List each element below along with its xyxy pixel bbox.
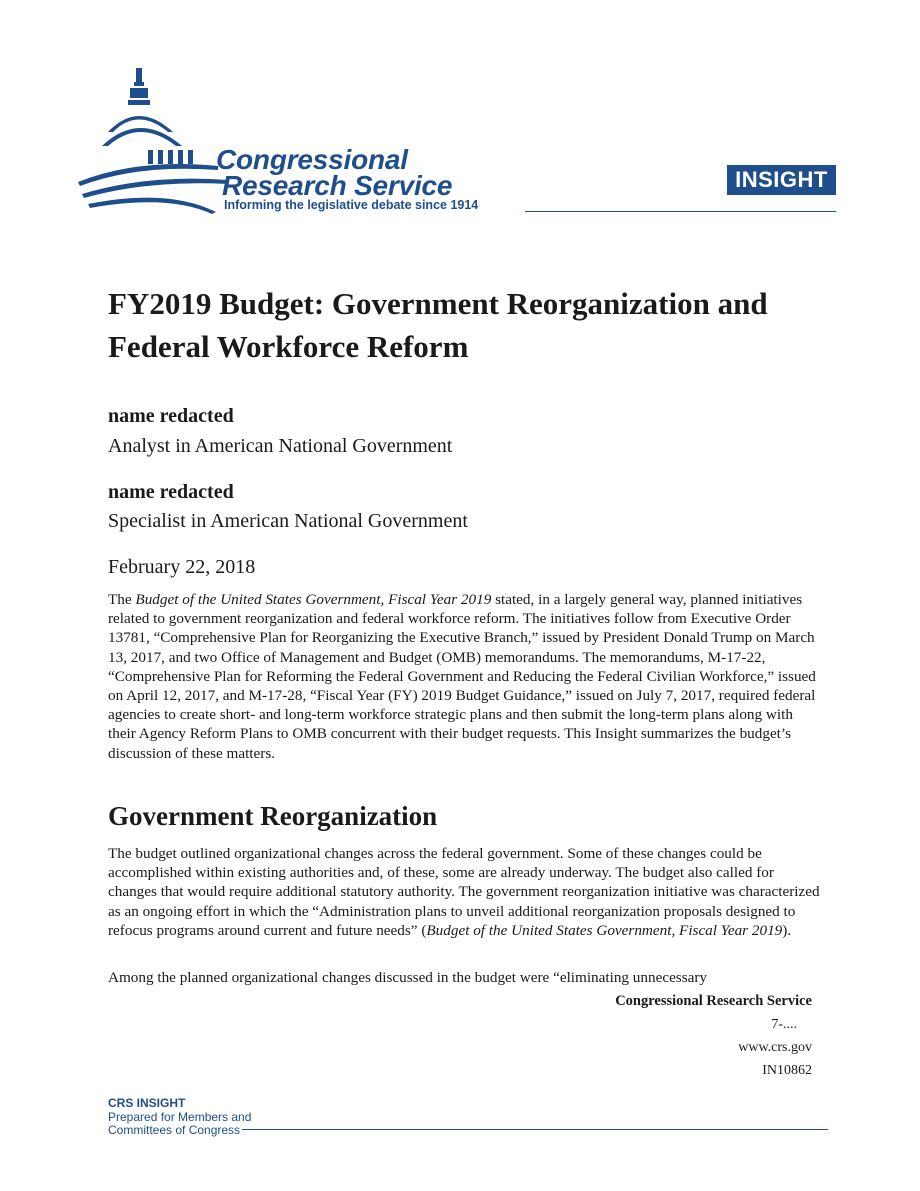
crs-logo [78,62,548,227]
prepared-for-line1: Prepared for Members and [108,1110,252,1124]
section-paragraph: Among the planned organizational changes discussed in the budget were “eliminating unnecessary [108,969,708,986]
budget-citation: Budget of the United States Government, Fiscal Year 2019 [426,921,783,939]
author-name: name redacted [108,405,234,427]
section-heading: Government Reorganization [108,801,438,831]
prepared-for-line2: Committees of Congress [108,1123,241,1137]
author-role: Analyst in American National Government [108,435,453,457]
section-body: The budget outlined organizational changes across the federal government. Some of these changes could be accomplished within existing authorities and, of these, some are already underway. The budget also called for changes that would require additional statutory authority. The government reorganization initiative was characterized as an ongoing effort in which the “Administration plans to unveil additional reorganization proposals designed to refocus programs around current and future needs” ( [108,845,820,939]
page-title: FY2019 Budget: Government Reorganization and Federal Workforce Reform [108,286,768,364]
crs-insight-label: CRS INSIGHT [108,1096,186,1110]
intro-lead: The [108,591,136,608]
footer-rule [242,1129,828,1130]
footer-url[interactable]: www.crs.gov [738,1040,812,1055]
publication-date: February 22, 2018 [108,556,256,578]
author-name: name redacted [108,481,234,503]
budget-title-citation: Budget of the United States Government, Fiscal Year 2019 [135,591,492,608]
org-tagline: Informing the legislative debate since 1914 [224,198,479,212]
intro-paragraph [108,590,820,763]
footer-report-id: IN10862 [762,1063,812,1078]
footer-org: Congressional Research Service [615,993,812,1009]
author-role: Specialist in American National Government [108,510,468,532]
intro-body: stated, in a largely general way, planned initiatives related to government reorganization and federal workforce reform. The initiatives follow from Executive Order 13781, “Comprehensive Plan for Reorganizing the Executive Branch,” issued by President Donald Trump on March 13, 2017, and two Office of Management and Budget (OMB) memorandums. The memorandums, M-17-22, “Comprehensive Plan for Reforming the Federal Government and Reducing the Federal Civilian Workforce,” issued on April 12, 2017, and M-17-28, “Fiscal Year (FY) 2019 Budget Guidance,” issued on July 7, 2017, required federal agencies to create short- and long-term workforce strategic plans and then submit the long-term plans along with their Agency Reform Plans to OMB concurrent with their budget requests. This Insight summarizes the budget’s discussion of these matters. [108,591,816,762]
section-paragraph [108,844,820,940]
org-name-line1: Congressional [216,144,408,175]
footer-report-number: 7-.... [771,1017,797,1032]
section-body-end: ). [782,921,792,939]
header-rule [525,211,836,212]
insight-badge: INSIGHT [727,165,836,195]
org-name-line2: Research Service [222,170,453,201]
